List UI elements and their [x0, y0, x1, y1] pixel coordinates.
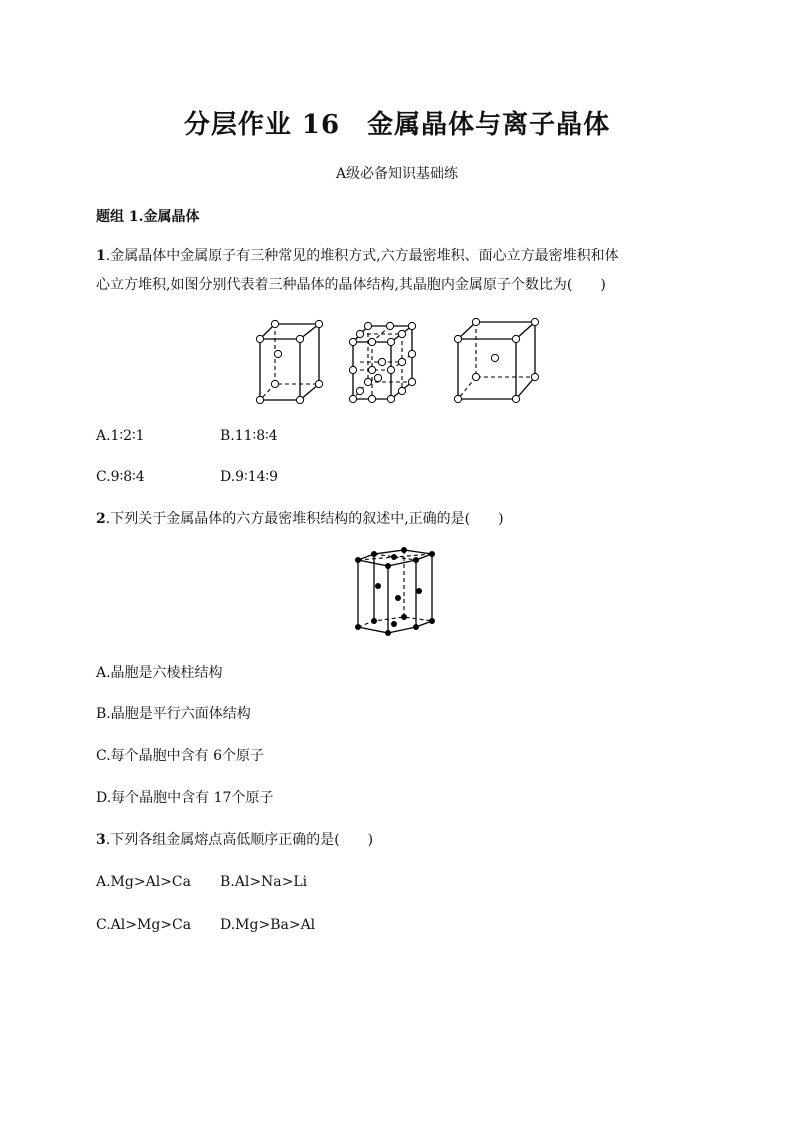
hcp-cell-diagram: [256, 320, 322, 403]
bcc-cell-diagram: [454, 318, 538, 402]
q1-stem-line1: .金属晶体中金属原子有三种常见的堆积方式,六方最密堆积、面心立方最密堆积和体: [105, 248, 619, 264]
q2-text: [96, 505, 504, 533]
q3-option-b: B.Al>Na>Li: [220, 874, 308, 890]
q1-text-line1: [96, 242, 619, 270]
q2-option-d: D.每个晶胞中含有 17个原子: [96, 790, 274, 806]
q2-option-a: A.晶胞是六棱柱结构: [96, 665, 223, 681]
q1-option-b: B.11∶8∶4: [220, 428, 278, 444]
fcc-cell-diagram: [349, 322, 415, 402]
q1-option-d: D.9∶14∶9: [220, 469, 279, 485]
page-title: 分层作业 16 金属晶体与离子晶体: [183, 110, 611, 140]
q2-stem: .下列关于金属晶体的六方最密堆积结构的叙述中,正确的是( ): [105, 511, 504, 527]
q1-option-a: A.1∶2∶1: [96, 428, 145, 444]
q3-option-c: C.Al>Mg>Ca: [96, 917, 192, 933]
q2-number: 2: [96, 511, 106, 527]
group-title: 题组 1.金属晶体: [96, 209, 200, 225]
hexagonal-prism-figure: [348, 546, 442, 638]
q1-number: 1: [96, 248, 106, 264]
q1-stem-line2: 心立方堆积,如图分别代表着三种晶体的晶体结构,其晶胞内金属原子个数比为( ): [96, 277, 606, 293]
q3-option-a: A.Mg>Al>Ca: [96, 874, 191, 890]
q1-crystal-figure: [250, 314, 550, 406]
q3-option-d: D.Mg>Ba>Al: [220, 917, 316, 933]
q3-stem: .下列各组金属熔点高低顺序正确的是( ): [105, 832, 374, 848]
q1-option-c: C.9∶8∶4: [96, 469, 145, 485]
level-subtitle: A级必备知识基础练: [335, 166, 459, 182]
q3-number: 3: [96, 832, 106, 848]
q2-option-c: C.每个晶胞中含有 6个原子: [96, 748, 265, 764]
q2-option-b: B.晶胞是平行六面体结构: [96, 706, 251, 722]
q3-text: [96, 826, 373, 854]
